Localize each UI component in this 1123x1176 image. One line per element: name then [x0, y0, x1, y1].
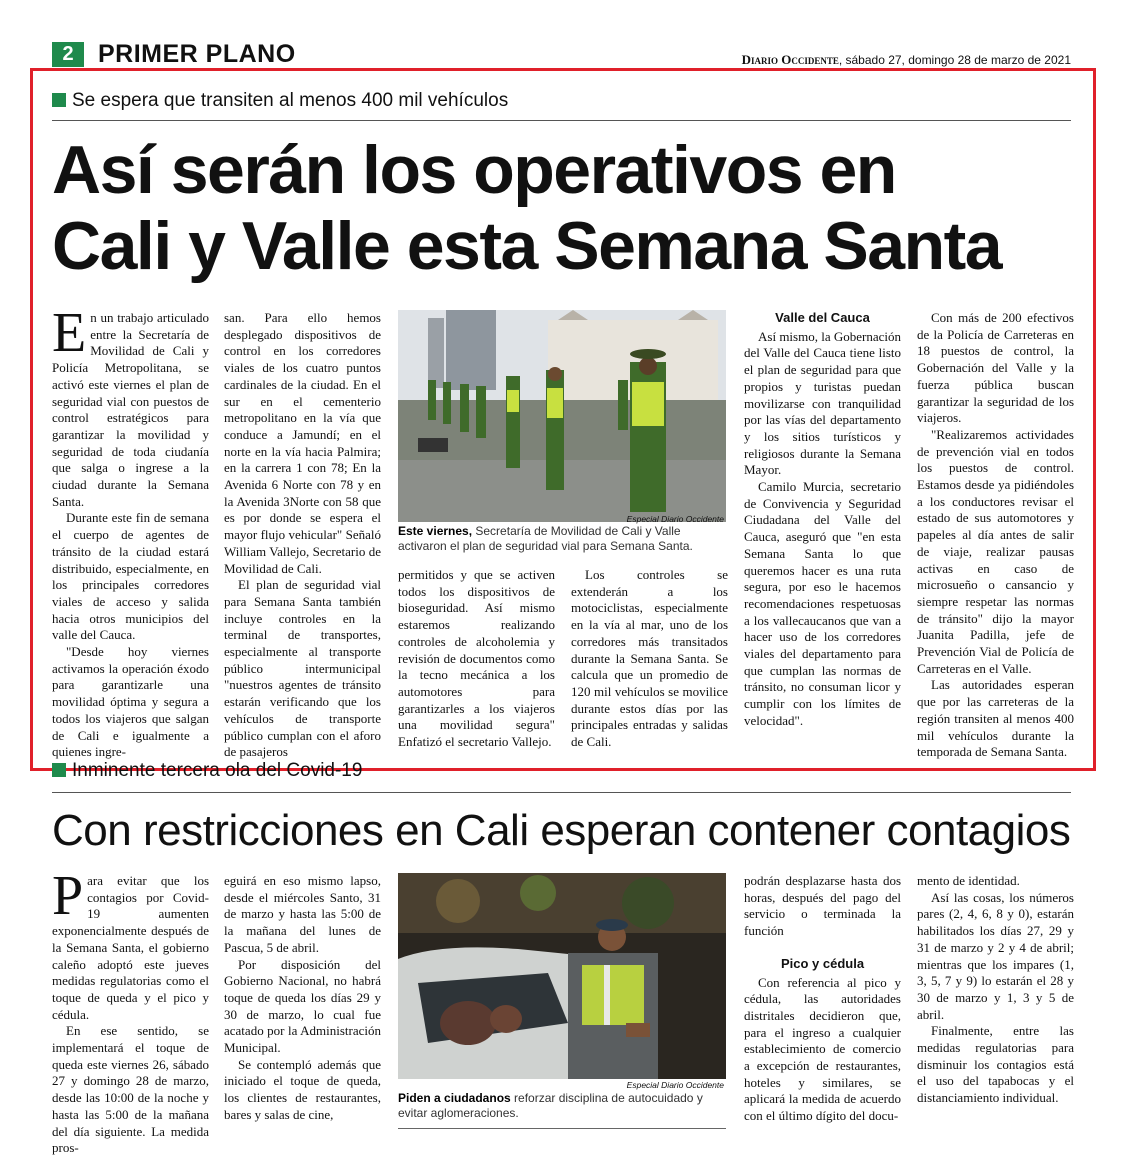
article1-col6-p3: Las autoridades esperan que por las carreteras de la región transiten al menos 400 mil vehículos durante la temporada de Semana Santa.: [917, 677, 1074, 760]
article2-column-6: [917, 873, 1074, 1107]
article1-caption-text: Secretaría de Movilidad de Cali y Valle activaron el plan de seguridad vial para Semana Santa.: [398, 524, 693, 553]
article2-col6-p2: Así las cosas, los números pares (2, 4, 6, 8 y 0), estarán habilitados los días 27, 29 y 31 de marzo y 2 y 4 de abril; mientras que los impares (1, 3, 5, 7 y 9) lo estarán el 28 y 30 de marzo y 1, 3 y 5 de abril.: [917, 889, 1074, 1022]
article2-column-1: [52, 865, 209, 1157]
article2-col2-p3: Se contempló además que iniciado el toque de queda, los clientes de restaurantes, bares y salas de cine,: [224, 1056, 381, 1122]
caption-rule: [398, 1128, 726, 1129]
article2-caption-bold: Piden a ciudadanos: [398, 1091, 511, 1105]
page-number: 2: [52, 42, 84, 67]
article2-col1-p1: [52, 865, 209, 1023]
article2-photo-credit: Especial Diario Occidente: [626, 1080, 724, 1090]
article2-col6-p3: Finalmente, entre las medidas regulatorias para disminuir los contagios está el uso del tapabocas y el distanciamiento individual.: [917, 1023, 1074, 1106]
issue-date: , sábado 27, domingo 28 de marzo de 2021: [838, 53, 1071, 67]
article1-photo-credit: Especial Diario Occidente: [626, 514, 724, 524]
dropcap: E: [52, 302, 87, 364]
article2-headline: Con restricciones en Cali esperan contener contagios: [52, 806, 1071, 855]
checkpoint-photo-illustration: [398, 873, 726, 1079]
kicker-square-icon: [52, 763, 66, 777]
article1-col1-p1-text: n un trabajo articulado entre la Secretaría de Movilidad de Cali y Policía Metropolitana, se activó este viernes el plan de seguridad vial con puestos de control estratégicos para garantizar la movilidad y seguridad de toda ciudanía que salga o ingrese a la ciudad durante la Semana Santa.: [52, 310, 209, 509]
article1-col4-p1: Los controles se extenderán a los motociclistas, especialmente en la vía al mar, uno de los corredores más transitados durante la Semana Santa. Se calcula que un promedio de 120 mil vehículos se movilice durante estos días por las principales entradas y salidas de Cali.: [571, 567, 728, 750]
article1-headline-line1: Así serán los operativos en: [52, 132, 896, 208]
article2-col2-p2: Por disposición del Gobierno Nacional, no habrá toque de queda los días 29 y 30 de marzo, lo cual fue acatado por la Administración Municipal.: [224, 956, 381, 1056]
article2-col6-p1: mento de identidad.: [917, 873, 1020, 888]
article2-kicker-text: Inminente tercera ola del Covid-19: [72, 760, 363, 781]
masthead-date: [742, 52, 1071, 68]
article1-col6-p2: "Realizaremos actividades de prevención vial en todos los puestos de control. Estamos desde ya pidiéndoles a los conductores revisar el estado de sus automotores y papeles al día antes de salir de viaje, realizar pausas activas en caso de microsueño o cansancio y siempre respetar las normas de tránsito" dijo la mayor Juanita Padilla, jefe de Prevención Vial de Policía de Carreteras en el Valle.: [917, 426, 1074, 676]
dropcap: P: [52, 865, 84, 927]
article1-headline-line2: Cali y Valle esta Semana Santa: [52, 208, 1002, 284]
article2-caption-text: reforzar disciplina de autocuidado y evitar aglomeraciones.: [398, 1091, 703, 1120]
article1-col6-p1: Con más de 200 efectivos de la Policía de Carreteras en 18 puestos de control, la Gobernación del Valle y la fuerza pública buscan garantizar la seguridad de los viajeros.: [917, 310, 1074, 426]
article2-col1-p2: En ese sentido, se implementará el toque de queda este viernes 26, sábado 27 y domingo 28 de marzo, desde las 10:00 de la noche y hasta las 5:00 de la mañana del día siguiente. La medida pros-: [52, 1023, 209, 1156]
article1-col5-p1: Así mismo, la Gobernación del Valle del Cauca tiene listo el plan de seguridad para que propios y turistas puedan movilizarse con tranquilidad por las vías del departamento y los sitios turísticos y religiosos durante la Semana Mayor.: [744, 328, 901, 478]
article2-photo: [398, 873, 726, 1079]
article1-col2-p1: san. Para ello hemos desplegado dispositivos de control en los corredores viales de los cuatro puntos cardinales de la ciudad. En el sur en el cementerio metropolitano en la vía que conduce a Jamundí; en el norte en la vía hacia Palmira; en la carrera 1 con 78; En la Avenida 6 Norte con 78 y en la Avenida 3Norte con 58 que es por donde se espera el mayor flujo vehicular" Señaló William Vallejo, Secretario de Movilidad de Cali.: [224, 310, 381, 576]
selection-frame: [30, 68, 1096, 771]
article1-col3-p1: permitidos y que se activen todos los dispositivos de bioseguridad. Así mismo estaremos realizando controles de alcoholemia y revisión de documentos como la tecno mecánica a los automotores para garantizarles a los viajeros una movilidad segura" Enfatizó el secretario Vallejo.: [398, 567, 555, 750]
article1-col2-p2: El plan de seguridad vial para Semana Santa también incluye controles en la terminal de transportes, especialmente al transporte público intermunicipal "nuestros agentes de tránsito estarán verificando que los vehículos de transporte público cumplan con el aforo de pasajeros: [224, 577, 381, 760]
article1-subhead-valle: Valle del Cauca: [775, 310, 870, 325]
article1-col1-p3: "Desde hoy viernes activamos la operación éxodo para garantizarle una movilidad óptima y segura a todos los viajeros que salgan de Cali e igualmente a quienes ingre-: [52, 644, 209, 760]
article1-col1-p2: Durante este fin de semana el cuerpo de agentes de tránsito de la ciudad estará distribuido, especialmente, en los principales corredores viales de acceso y salida hacia otros municipios del valle del Cauca.: [52, 510, 209, 643]
article2-col2-p1: eguirá en eso mismo lapso, desde el miércoles Santo, 31 de marzo y hasta las 5:00 de la mañana del lunes de Pascua, 5 de abril.: [224, 873, 381, 955]
article2-caption: [398, 1091, 728, 1121]
article2-col5-p2: Con referencia al pico y cédula, las autoridades distritales decidieron que, para el ingreso a cualquier establecimiento de comercio a excepción de restaurantes, hoteles y similares, se aplicará la medida de acuerdo con el último dígito del docu-: [744, 974, 901, 1124]
paper-name: Diario Occidente: [741, 52, 839, 67]
article2-col5-p1: podrán desplazarse hasta dos horas, después del pago del servicio o terminada la función: [744, 873, 901, 939]
kicker-rule: [52, 792, 1071, 793]
article2-subhead-pico: Pico y cédula: [780, 955, 865, 971]
article1-col5-p2: Camilo Murcia, secretario de Convivencia y Seguridad Ciudadana del Valle del Cauca, aseguró que "en esta Semana Santa lo que queremos hacer es una ruta segura, por eso le hacemos recomendaciones respetuosas a los vallecaucanos que van a hacer uso de los corredores viales del departamento para que cumplan las normas de tránsito, no consuman licor y cumplir con los límites de velocidad".: [744, 479, 901, 728]
article2-column-5: [744, 873, 901, 1125]
article1-kicker-text: Se espera que transiten al menos 400 mil vehículos: [72, 90, 509, 111]
article2-col1-p1-text: ara evitar que los contagios por Covid-19 aumenten exponencialmente después de la Semana Santa, el gobierno caleño adoptó este jueves medidas regulatorias como el toque de queda y el pico y cédula.: [52, 873, 209, 1022]
article1-caption-bold: Este viernes,: [398, 524, 473, 538]
article2-column-2: [224, 873, 381, 1124]
section-title: PRIMER PLANO: [98, 40, 296, 68]
article2-kicker: [52, 760, 362, 782]
